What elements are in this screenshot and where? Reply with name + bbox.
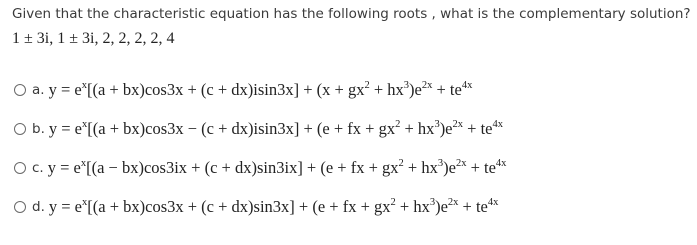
option-c-expression [48,158,507,178]
question [12,4,692,50]
option-c[interactable] [14,155,506,181]
expr-part: [(a + bx)cos3x − (c + dx)isin3x] + (e + fx + gx [87,119,396,138]
option-c-letter: c. [32,160,44,176]
option-d-radio[interactable] [14,201,26,213]
exponent: 2x [447,197,459,208]
exponent: x [81,80,87,91]
exponent: x [80,158,87,169]
expr-part: + hx [403,158,438,177]
expr-part: y = e [47,158,81,177]
option-a-expression [49,80,473,100]
option-d[interactable] [14,194,498,220]
expr-part: + te [458,197,488,216]
option-c-radio[interactable] [14,162,26,174]
option-a-letter: a. [32,82,45,98]
option-b-expression [49,119,503,139]
exponent: 3 [429,197,436,208]
expr-part: + hx [369,80,404,99]
exponent: 2 [364,80,370,91]
question-prompt: Given that the characteristic equation has the following roots , what is the complementary solution? [12,6,691,22]
expr-part: )e [409,80,422,99]
exponent: 4x [492,119,503,130]
option-b-letter: b. [32,121,45,137]
exponent: 2x [421,80,433,91]
option-d-expression [49,197,499,217]
exponent: 2 [398,158,404,169]
expr-part: + te [463,119,493,138]
option-a-radio[interactable] [14,84,26,96]
expr-part: + hx [400,119,435,138]
option-d-letter: d. [32,199,45,215]
exponent: 4x [461,80,473,91]
exponent: 3 [437,158,444,169]
expr-part: y = e [48,119,83,138]
expr-part: + hx [395,197,430,216]
expr-part: )e [435,197,448,216]
expr-part: )e [443,158,456,177]
exponent: x [82,197,88,208]
expr-part: + te [466,158,496,177]
exponent: 2x [455,158,467,169]
expr-part: [(a − bx)cos3ix + (c + dx)sin3ix] + (e + fx + gx [86,158,399,177]
option-b[interactable] [14,116,503,142]
exponent: x [82,119,88,130]
exponent: 3 [403,80,410,91]
exponent: 2 [390,197,396,208]
option-a[interactable] [14,77,472,103]
expr-part: + te [432,80,462,99]
option-b-radio[interactable] [14,123,26,135]
exponent: 3 [434,119,440,130]
exponent: 2 [395,119,401,130]
expr-part: y = e [48,197,83,216]
exponent: 4x [487,197,499,208]
expr-part: [(a + bx)cos3x + (c + dx)sin3x] + (e + fx + gx [87,197,391,216]
exponent: 2x [452,119,464,130]
exponent: 4x [495,158,507,169]
expr-part: [(a + bx)cos3x + (c + dx)isin3x] + (x + gx [86,80,365,99]
expr-part: )e [439,119,453,138]
roots-list: 1 ± 3i, 1 ± 3i, 2, 2, 2, 2, 4 [12,30,175,47]
expr-part: y = e [48,80,82,99]
